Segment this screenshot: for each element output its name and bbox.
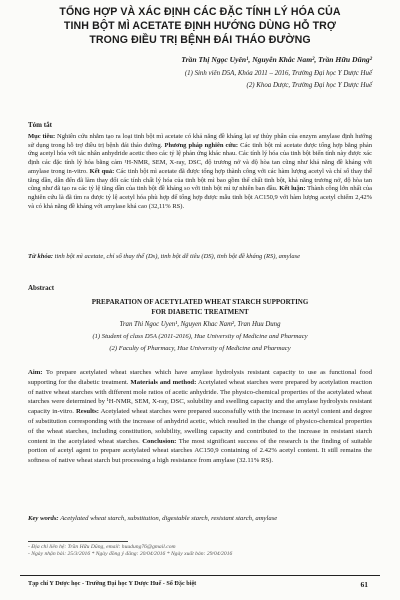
en-methods-label: Materials and method: (130, 378, 197, 386)
title-line-3: TRONG ĐIỀU TRỊ BỆNH ĐÁI THÁO ĐƯỜNG (89, 34, 311, 46)
en-affiliations (28, 331, 372, 354)
en-conclusion-label: Conclusion: (142, 437, 177, 445)
en-title-line-1: PREPARATION OF ACETYLATED WHEAT STARCH SUPPORTING (91, 298, 309, 306)
en-aim-text: To prepare acetylated wheat starches which have amylase hydrolysis resistant capacity to use as functional food supporting for the diabetic treatment. (28, 369, 372, 386)
en-abstract-body (28, 368, 372, 466)
vn-methods-text: Các tinh bột mì acetate được tổng hợp bằng phản ứng acetyl hóa với tác nhân anhydride acetic theo các tỷ lệ phản ứng khác nhau. Các tính lý hóa của tinh bột biến tính này được xác định các đặc tính lý hóa bằng cảm ¹H-NMR, SEM, X-ray, DSC, độ trương nở và độ hòa tan cũng như khả năng đề kháng với amylase trong in-vitro. (28, 141, 373, 175)
en-abstract-heading: Abstract (28, 284, 55, 292)
footnote-divider (28, 541, 128, 542)
vn-results-text: Các tinh bột mì acetate đã được tổng hợp thành công với các hàm lượng acetyl và chỉ số thay thế tăng dần, dẫn đến đã làm thay đổi các tính chất lý hóa của tinh bột mì bao gồm thể chất tinh bột, khả năng trương nở, độ hòa tan cũng như đã tạo ra các tỷ lệ tăng dần của tinh bột đề kháng so với tinh bột mì tự nhiên ban đầu. (28, 167, 373, 193)
en-keywords-text: Acetylated wheat starch, substitution, digestable starch, resistant starch, amylase (58, 515, 278, 522)
en-results-label: Results: (75, 408, 99, 416)
affiliation-2: (2) Khoa Dược, Trường Đại học Y Dược Huế (246, 82, 372, 89)
en-methods-text: Acetylated wheat starches were prepared by acetylation reaction of native wheat starches with different mole ratios of acetic anhydride. The physico-chemical properties of the acetylated wheat starches were determined by ¹H-NMR, SEM, X-ray, DSC, solubility and swelling capacity and the amylase hydrolysis resistant capacity in-vitro. (28, 378, 372, 416)
en-affiliation-1: (1) Student of class D5A (2011-2016), Hue University of Medicine and Pharmacy (92, 333, 308, 340)
en-aim-label: Aim: (28, 369, 43, 376)
vn-keywords (28, 253, 372, 262)
vn-methods-label: Phương pháp nghiên cứu: (164, 141, 239, 149)
footnote-contact: - Địa chỉ liên hệ: Trần Hữu Dũng, email: huudung76@gmail.com (28, 544, 176, 550)
vn-objective-text: Nghiên cứu nhằm tạo ra loại tinh bột mì acetate có khả năng đề kháng lại sự thủy phân của enzym amylase định hướng sử dụng trong hỗ trợ điều trị bệnh đái tháo đường. (28, 133, 372, 149)
footnote (28, 544, 372, 559)
journal-footer: Tạp chí Y Dược học - Trường Đại học Y Dược Huế - Số Đặc biệt (28, 580, 197, 587)
en-keywords (28, 515, 372, 522)
footer-divider (20, 575, 380, 576)
affiliations (10, 68, 372, 92)
en-affiliation-2: (2) Faculty of Pharmacy, Hue University of Medicine and Pharmacy (109, 344, 291, 352)
title-line-1: TỔNG HỢP VÀ XÁC ĐỊNH CÁC ĐẶC TÍNH LÝ HÓA CỦA (59, 6, 341, 18)
en-authors: Tran Thi Ngoc Uyen¹, Nguyen Khac Nam², Tran Huu Dung (119, 321, 281, 328)
authors: Trần Thị Ngọc Uyên¹, Nguyễn Khắc Nam², Trần Hữu Dũng² (181, 55, 372, 64)
vn-abstract-body (28, 133, 372, 211)
title-line-2: TINH BỘT MÌ ACETATE ĐỊNH HƯỚNG DÙNG HỖ TRỢ (63, 20, 337, 32)
en-title-line-2: FOR DIABETIC TREATMENT (151, 308, 249, 316)
en-conclusion-text: The most significant success of the research is the finding of suitable portion of acetyl agent to prepare acetylated wheat starches AC150,9 containing of 2.42% acetyl content. It still remains the softness of native wheat starch but processing a high resistance from amylase (32.11% RS). (28, 437, 373, 465)
vn-objective-label: Mục tiêu: (28, 133, 56, 140)
en-keywords-label: Key words: (28, 515, 59, 522)
vn-results-label: Kết quả: (89, 167, 115, 175)
en-results-text: Acetylated wheat starches were prepared successfully with the increase in acetyl content and degree of substitution corresponding with the increase of anhydrid acetic, which resulted in the change of physico-chemical properties of the wheat starches, including constitution, solubility, swelling capacity and contributed to the increase in resistant starch content in the acetylated wheat starches. (28, 408, 372, 445)
vn-conclusion-text: Thành công lớn nhất của nghiên cứu là đã tìm ra được tỷ lệ acetyl hóa phù hợp để tổng hợp được mẫu tinh bột AC150,9 với hàm lượng acetyl chiếm 2,42% và có khả năng đề kháng với amylase khá cao (32,11% RS). (28, 185, 373, 210)
footnote-dates: - Ngày nhận bài: 25/3/2016 * Ngày đồng ý đăng: 20/04/2016 * Ngày xuất bản: 29/04/2016 (28, 551, 233, 558)
vn-keywords-text: tinh bột mì acetate, chỉ số thay thế (Ds), tinh bột dễ tiêu (DS), tinh bột đề kháng (RS), amylase (53, 253, 300, 260)
page-number: 61 (360, 580, 368, 589)
vn-abstract-heading: Tóm tắt (28, 121, 52, 129)
vn-keywords-label: Từ khóa: (28, 253, 54, 260)
paper-title (10, 5, 390, 47)
vn-conclusion-label: Kết luận: (279, 185, 306, 193)
en-title (28, 297, 372, 317)
affiliation-1: (1) Sinh viên D5A, Khóa 2011 – 2016, Trường Đại học Y Dược Huế (184, 70, 372, 77)
